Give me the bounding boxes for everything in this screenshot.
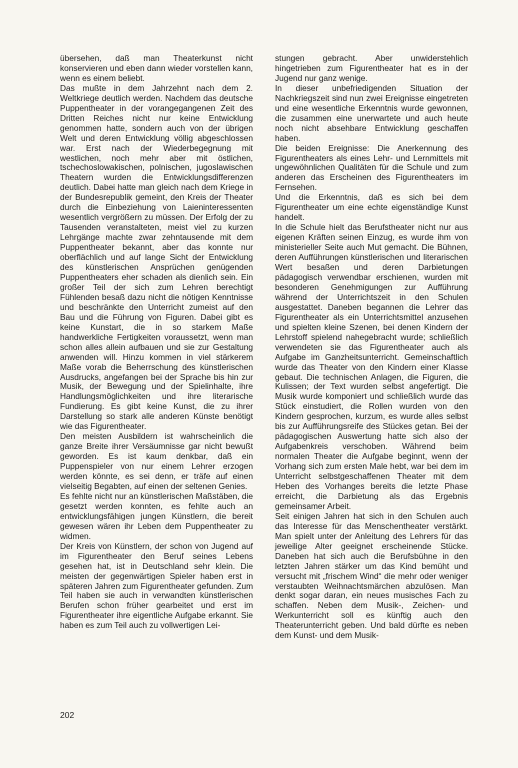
text-column-left bbox=[60, 54, 253, 631]
paragraph: Es fehlte nicht nur an künstlerischen Maßstäben, die gesetzt werden konnten, es fehlte auch an entwicklungsfähigen jungen Künstlern, die bereit gewesen wären ihr Leben dem Puppentheater zu widmen. bbox=[60, 490, 253, 541]
paragraph: Die beiden Ereignisse: Die Anerkennung des Figurentheaters als eines Lehr- und Lernmittels mit ungewöhnlichen Qualitäten für die Schule und zum anderen das Erscheinen des Figurentheaters im Fernsehen. bbox=[275, 142, 468, 193]
paragraph: Seit einigen Jahren hat sich in den Schulen auch das Interesse für das Menschentheater verstärkt. Man spielt unter der Anleitung des Lehrers für das jeweilige Alter geeignet erscheinende Stücke. Daneben hat sich auch die Berufsbühne in den letzten Jahren stärker um das Kind bemüht und versucht mit „frischem Wind“ die mehr oder weniger verstaubten Weihnachtsmärchen abzulösen. Man denkt sogar daran, ein neues musisches Fach zu schaffen. Neben dem Musik-, Zeichen- und Werkunterricht soll es künftig auch den Theaterunterricht geben. Und bald dürfte es neben dem Kunst- und dem Musik- bbox=[275, 510, 468, 641]
text-column-right bbox=[275, 54, 468, 641]
paragraph: Den meisten Ausbildern ist wahrscheinlich die ganze Breite ihrer Versäumnisse gar nicht bewußt geworden. Es ist kaum denkbar, daß ein Puppenspieler von nur einem Lehrer erzogen werden könnte, es sei denn, er träfe auf einen vielseitig Begabten, auf einen der seltenen Genies. bbox=[60, 431, 253, 491]
paragraph: Das mußte in dem Jahrzehnt nach dem 2. Weltkriege deutlich werden. Nachdem das deutsche Puppentheater in der vorangegangenen Zeit des Dritten Reiches nicht nur keine Entwicklung genommen hatte, sondern auch von der übrigen Welt und deren Entwicklung völlig abgeschlossen war. Erst nach der Wiederbegegnung mit westlichen, noch mehr aber mit östlichen, tschechoslowakischen, polnischen, jugoslawischen Theatern wurden die Entwicklungsdifferenzen deutlich. Dabei hatte man gleich nach dem Kriege in der Bundesrepublik gemeint, den Kreis der Theater durch die Einbeziehung von Laieninteressenten wesentlich vergrößern zu müssen. Der Erfolg der zu Tausenden veranstalteten, meist viel zu kurzen Lehrgänge machte zwar zehntausende mit dem Puppentheater bekannt, aber das konnte nur oberflächlich und auf lange Sicht der Entwicklung des künstlerischen Ansprüchen genügenden Puppentheaters eher schaden als dienlich sein. Ein großer Teil der sich zum Lehren berechtigt Fühlenden besaß dazu nicht die nötigen Kenntnisse und beschränkte den Unterricht zumeist auf den Bau und die Führung von Figuren. Dabei gibt es keine Kunstart, die in so starkem Maße handwerkliche Fertigkeiten voraussetzt, wenn man schon alles allein aufbauen und sie zur Gestaltung anwenden will. Hinzu kommen in viel stärkerem Maße vorab die Beherrschung des künstlerischen Ausdrucks, angefangen bei der Sprache bis hin zur Musik, der Bewegung und der Spielinhalte, ihre Handlungsmöglichkeiten und ihre literarische Fundierung. Es gibt keine Kunst, die zu ihrer Darstellung so stark alle anderen Künste benötigt wie das Figurentheater. bbox=[60, 82, 253, 432]
page-number: 202 bbox=[60, 710, 75, 720]
paragraph: In dieser unbefriedigenden Situation der Nachkriegszeit sind nun zwei Ereignisse eingetreten und eine wesentliche Erkenntnis wurde gewonnen, die zusammen eine unerwartete und auch heute noch nicht absehbare Entwicklung geschaffen haben. bbox=[275, 82, 468, 143]
paragraph: Und die Erkenntnis, daß es sich bei dem Figurentheater um eine echte eigenständige Kunst handelt. bbox=[275, 192, 468, 223]
paragraph: stungen gebracht. Aber unwiderstehlich hingetrieben zum Figurentheater hat es in der Jugend nur ganz wenige. bbox=[275, 53, 468, 83]
paragraph: Der Kreis von Künstlern, der schon von Jugend auf im Figurentheater den Beruf seines Lebens gesehen hat, ist in Deutschland sehr klein. Die meisten der gegenwärtigen Spieler haben erst in späteren Jahren zum Figurentheater gefunden. Zum Teil haben sie auch in verwandten künstlerischen Berufen schon früher gearbeitet und erst im Figurentheater ihre eigentliche Aufgabe erkannt. Sie haben es zum Teil auch zu vollwertigen Lei- bbox=[60, 540, 253, 631]
paragraph: übersehen, daß man Theaterkunst nicht konservieren und eben dann wieder vorstellen kann, wenn es einem beliebt. bbox=[60, 53, 253, 83]
paragraph: In die Schule hielt das Berufstheater nicht nur aus eigenen Kräften seinen Einzug, es wurde ihm von ministerieller Seite auch Mut gemacht. Die Bühnen, deren Aufführungen künstlerischen und literarischen Wert besaßen und deren Darbietungen pädagogisch verwendbar erschienen, wurden mit besonderen Genehmigungen zur Aufführung während der Unterrichtszeit in den Schulen ausgestattet. Daneben begannen die Lehrer das Figurentheater als ein Unterrichtsmittel anzusehen und spielten kleine Szenen, bei denen Kindern der Lehrstoff spielend nahegebracht wurde; schließlich verwendeten sie das Figurentheater auch als Aufgabe im Ganzheitsunterricht. Gemeinschaftlich wurde das Theater von den Kindern einer Klasse gebaut. Die technischen Anlagen, die Figuren, die Kulissen; der Text wurden selbst angefertigt. Die Musik wurde komponiert und schließlich wurde das Stück einstudiert, die Rollen wurden von den Kindern gesprochen, kurzum, es wurde alles selbst bis zur Aufführungsreife des Stückes getan. Bei der pädagogischen Auswertung hatte sich also der Aufgabenkreis verschoben. Während beim normalen Theater die Aufgabe beginnt, wenn der Vorhang sich zum ersten Male hebt, war bei dem im Unterricht selbstgeschaffenen Theater mit dem Heben des Vorhanges bereits die letzte Phase erreicht, die Darbietung als das Ergebnis gemeinsamer Arbeit. bbox=[275, 222, 468, 511]
